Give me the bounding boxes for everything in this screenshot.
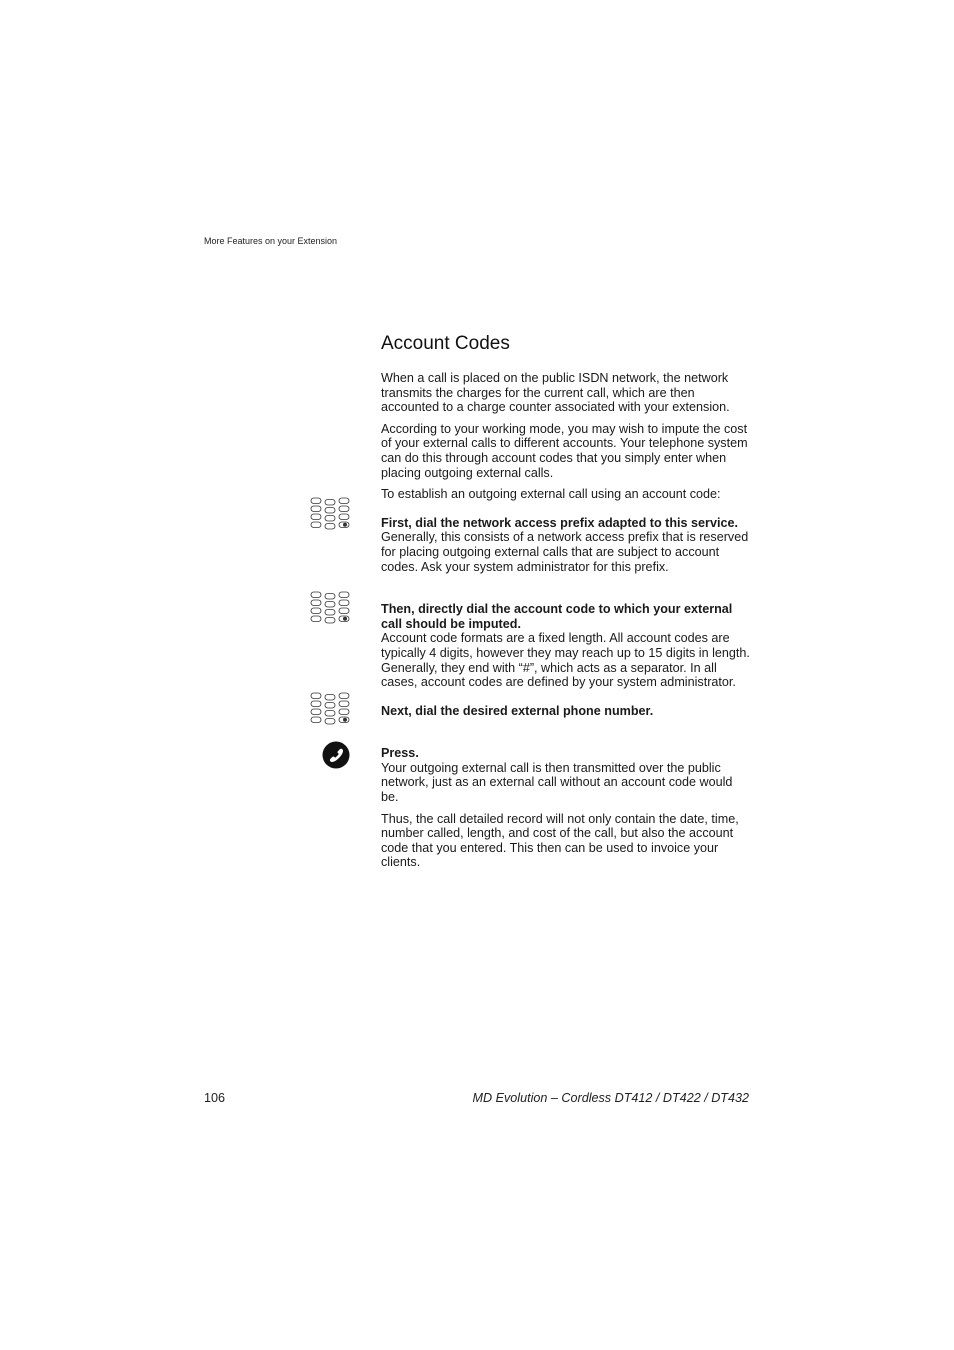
step-3	[381, 704, 753, 719]
step-body: Your outgoing external call is then transmitted over the public network, just as an external call without an account code would be.	[381, 760, 733, 805]
step-title: Then, directly dial the account code to which your external call should be imputed.	[381, 602, 733, 631]
keypad-icon	[310, 591, 350, 625]
step-title: Press.	[381, 746, 419, 761]
step-2	[381, 602, 753, 690]
intro-paragraph: When a call is placed on the public ISDN network, the network transmits the charges for the current call, which are then accounted to a charge counter associated with your extension.	[381, 371, 730, 415]
step-4	[381, 746, 753, 870]
step-title: First, dial the network access prefix adapted to this service.	[381, 515, 738, 530]
intro-paragraph: To establish an outgoing external call using an account code:	[381, 487, 721, 502]
step-title: Next, dial the desired external phone number.	[381, 703, 654, 718]
step-body: Generally, this consists of a network access prefix that is reserved for placing outgoing external calls that are subject to account codes. Ask your system administrator for this prefix.	[381, 530, 749, 574]
running-header: More Features on your Extension	[204, 236, 338, 246]
step-1	[381, 516, 753, 574]
document-title: MD Evolution – Cordless DT412 / DT422 / DT432	[472, 1091, 749, 1105]
keypad-icon	[310, 497, 350, 531]
main-content	[381, 333, 753, 877]
step-body: Account code formats are a fixed length. All account codes are typically 4 digits, however they may reach up to 15 digits in length. Generally, they end with “#”, which acts as a separator. In all cases, account codes are defined by your system administrator.	[381, 631, 750, 690]
intro-paragraph: According to your working mode, you may wish to impute the cost of your external calls to different accounts. Your telephone system can do this through account codes that you simply enter when placing outgoing external calls.	[381, 421, 748, 480]
handset-icon	[322, 741, 350, 769]
step-body: Thus, the call detailed record will not only contain the date, time, number called, length, and cost of the call, but also the account code that you entered. This then can be used to invoice your clients.	[381, 811, 739, 870]
page-number: 106	[204, 1091, 226, 1105]
page-title: Account Codes	[381, 333, 510, 354]
keypad-icon	[310, 692, 350, 726]
